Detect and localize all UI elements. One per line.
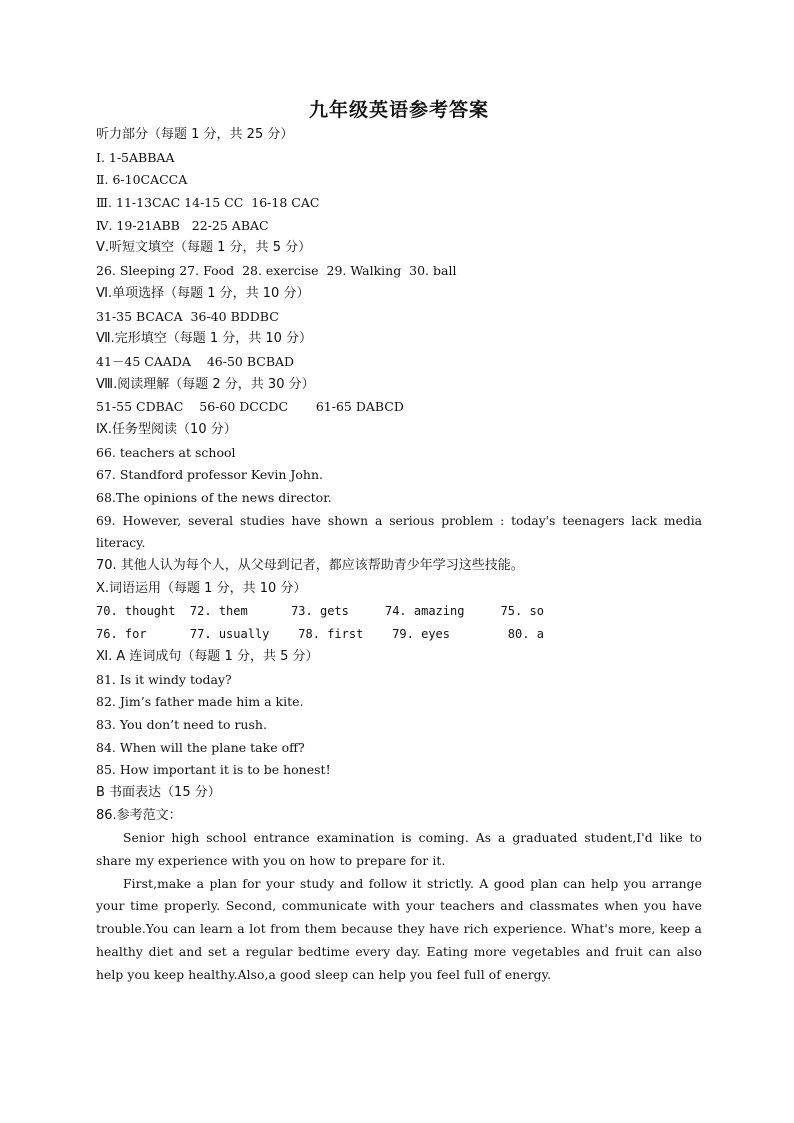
answer-line: 81. Is it windy today?: [96, 671, 232, 687]
section-heading-task-reading: Ⅸ.任务型阅读（10 分）: [96, 421, 237, 437]
answer-line-chinese: 70. 其他人认为每个人，从父母到记者，都应该帮助青少年学习这些技能。: [96, 558, 524, 574]
page-title: 九年级英语参考答案: [308, 99, 489, 121]
answer-line: 41－45 CAADA 46-50 BCBAD: [96, 353, 295, 369]
answer-line: 70. thought 72. them 73. gets 74. amazing 75. so: [96, 604, 544, 619]
answer-line: 67. Standford professor Kevin John.: [96, 467, 323, 483]
answer-line: 83. You don’t need to rush.: [96, 716, 267, 732]
answer-line: 26. Sleeping 27. Food 28. exercise 29. Walking 30. ball: [96, 263, 457, 279]
answer-line: 66. teachers at school: [96, 444, 236, 460]
answer-line: Ⅱ. 6-10CACCA: [96, 172, 188, 188]
answer-line: Ⅲ. 11-13CAC 14-15 CC 16-18 CAC: [96, 195, 320, 211]
section-heading-listening: 听力部分（每题 1 分，共 25 分）: [96, 127, 294, 142]
section-heading-sentence-building: Ⅺ. A 连词成句（每题 1 分，共 5 分）: [96, 648, 319, 664]
essay-paragraph: Senior high school entrance examination is coming. As a graduated student,I'd like to share my experience with you on how to prepare for it.: [96, 831, 702, 869]
answer-line: 84. When will the plane take off?: [96, 739, 305, 755]
answer-line: Ⅰ. 1-5ABBAA: [96, 149, 175, 165]
answer-line: 76. for 77. usually 78. first 79. eyes 80. a: [96, 627, 544, 642]
answer-line: 31-35 BCACA 36-40 BDDBC: [96, 308, 279, 324]
section-heading-word-use: Ⅹ.词语运用（每题 1 分，共 10 分）: [96, 580, 307, 596]
answer-key-page: [96, 96, 702, 986]
section-heading-reading: Ⅷ.阅读理解（每题 2 分，共 30 分）: [96, 376, 315, 392]
sample-essay-label: 86.参考范文：: [96, 807, 182, 823]
answer-line: 68.The opinions of the news director.: [96, 490, 332, 505]
answer-line: 85. How important it is to be honest!: [96, 762, 331, 778]
answer-line: Ⅳ. 19-21ABB 22-25 ABAC: [96, 217, 269, 233]
section-heading-cloze: Ⅶ.完形填空（每题 1 分，共 10 分）: [96, 331, 313, 347]
answer-line-wrapped: 69. However, several studies have shown a serious problem : today's teenagers lack media literacy.: [96, 513, 702, 551]
section-heading-writing: B 书面表达（15 分）: [96, 784, 221, 800]
answer-line: 51-55 CDBAC 56-60 DCCDC 61-65 DABCD: [96, 399, 404, 415]
section-heading-single-choice: Ⅵ.单项选择（每题 1 分，共 10 分）: [96, 285, 310, 301]
essay-paragraph: First,make a plan for your study and follow it strictly. A good plan can help you arrange your time properly. Second, communicate with your teachers and classmates when you have trouble.You can learn a lot from them because they have rich experience. What's more, keep a healthy diet and set a regular bedtime every day. Eating more vegetables and fruit can also help you keep healthy.Also,a good sleep can help you feel full of energy.: [96, 876, 702, 982]
section-heading-dictation: Ⅴ.听短文填空（每题 1 分，共 5 分）: [96, 240, 312, 256]
answer-line: 82. Jim’s father made him a kite.: [96, 694, 304, 710]
